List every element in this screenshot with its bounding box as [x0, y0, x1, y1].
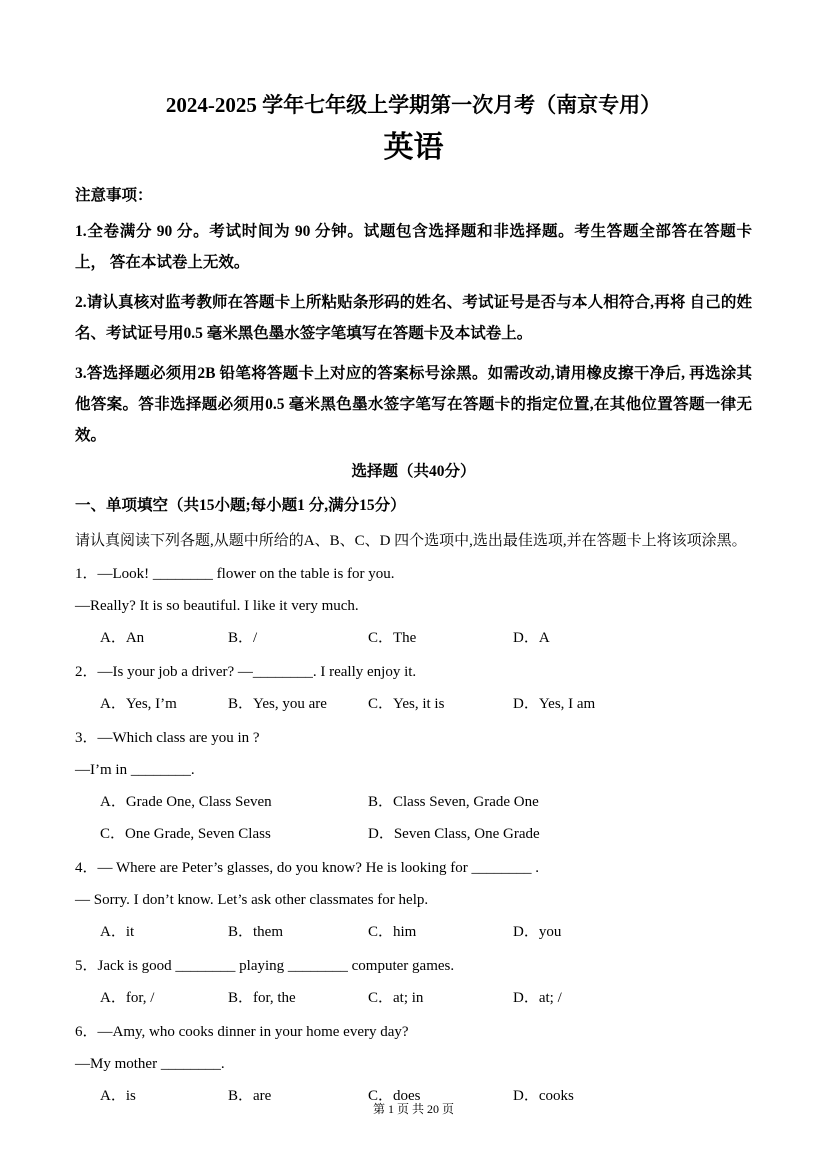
question-6-option-b: B．are	[228, 1088, 272, 1104]
notice-heading: 注意事项：	[75, 187, 153, 204]
question-3-option-b: B．Class Seven, Grade One	[368, 794, 539, 810]
question-1-option-d: D．A	[513, 630, 550, 646]
question-2-option-d: D．Yes, I am	[513, 696, 596, 712]
question-3-line-1: 3．—Which class are you in ?	[75, 730, 260, 746]
question-2	[75, 662, 752, 714]
question-1-option-c: C．The	[368, 630, 417, 646]
question-4-line-2: — Sorry. I don’t know. Let’s ask other classmates for help.	[75, 892, 429, 908]
section-title: 选择题（共40分）	[351, 463, 476, 480]
question-5-line-1: 5．Jack is good ________ playing ________ computer games.	[75, 958, 455, 974]
question-3-option-a: A．Grade One, Class Seven	[100, 794, 272, 810]
question-1-line-1: 1．—Look! ________ flower on the table is for you.	[75, 566, 395, 582]
question-6-option-c: C．does	[368, 1088, 421, 1104]
question-5-options	[100, 988, 752, 1008]
question-6-line-1: 6．—Amy, who cooks dinner in your home every day?	[75, 1024, 409, 1040]
question-4-options	[100, 922, 752, 942]
question-5	[75, 956, 752, 1008]
question-4-option-d: D．you	[513, 924, 562, 940]
question-1-option-a: A．An	[100, 630, 145, 646]
question-5-option-a: A．for, /	[100, 990, 155, 1006]
page-footer: 第 1 页 共 20 页	[372, 1102, 454, 1116]
question-3-option-c: C．One Grade, Seven Class	[100, 826, 271, 842]
question-2-option-c: C．Yes, it is	[368, 696, 445, 712]
question-4-option-b: B．them	[228, 924, 283, 940]
question-6-option-a: A．is	[100, 1088, 136, 1104]
question-5-option-b: B．for, the	[228, 990, 296, 1006]
question-3-line-2: —I’m in ________.	[75, 762, 195, 778]
notice-item-3: 3.答选择题必须用2B 铅笔将答题卡上对应的答案标号涂黑。如需改动,请用橡皮擦干净后, 再选涂其他答案。答非选择题必须用0.5 毫米黑色墨水签字笔写在答题卡的指定位置,在其他位置答题一律无效。	[75, 365, 752, 444]
question-4	[75, 858, 752, 942]
question-5-option-c: C．at; in	[368, 990, 424, 1006]
part-instruction: 请认真阅读下列各题,从题中所给的A、B、C、D 四个选项中,选出最佳选项,并在答题卡上将该项涂黑。	[75, 533, 747, 549]
question-3-option-d: D．Seven Class, One Grade	[368, 826, 540, 842]
question-2-line-1: 2．—Is your job a driver? —________. I really enjoy it.	[75, 664, 417, 680]
question-2-option-b: B．Yes, you are	[228, 696, 327, 712]
question-2-options	[100, 694, 752, 714]
question-1-option-b: B．/	[228, 630, 258, 646]
exam-title: 2024-2025 学年七年级上学期第一次月考（南京专用）	[165, 93, 662, 117]
question-6-line-2: —My mother ________.	[75, 1056, 225, 1072]
question-1-options	[100, 628, 752, 648]
question-1-line-2: —Really? It is so beautiful. I like it very much.	[75, 598, 359, 614]
question-4-option-c: C．him	[368, 924, 417, 940]
exam-subject: 英语	[383, 131, 444, 164]
notice-item-2: 2.请认真核对监考教师在答题卡上所粘贴条形码的姓名、考试证号是否与本人相符合,再将 自己的姓名、考试证号用0.5 毫米黑色墨水签字笔填写在答题卡及本试卷上。	[75, 294, 752, 342]
question-6-option-d: D．cooks	[513, 1088, 574, 1104]
notice-item-1: 1.全卷满分 90 分。考试时间为 90 分钟。试题包含选择题和非选择题。考生答题全部答在答题卡上， 答在本试卷上无效。	[75, 223, 752, 271]
question-2-option-a: A．Yes, I’m	[100, 696, 177, 712]
question-4-option-a: A．it	[100, 924, 135, 940]
question-3-options	[100, 792, 752, 844]
question-3	[75, 728, 752, 844]
question-5-option-d: D．at; /	[513, 990, 562, 1006]
question-1	[75, 564, 752, 648]
question-6	[75, 1022, 752, 1106]
question-4-line-1: 4．— Where are Peter’s glasses, do you know? He is looking for ________ .	[75, 860, 539, 876]
part-title: 一、单项填空（共15小题;每小题1 分,满分15分）	[75, 497, 406, 514]
